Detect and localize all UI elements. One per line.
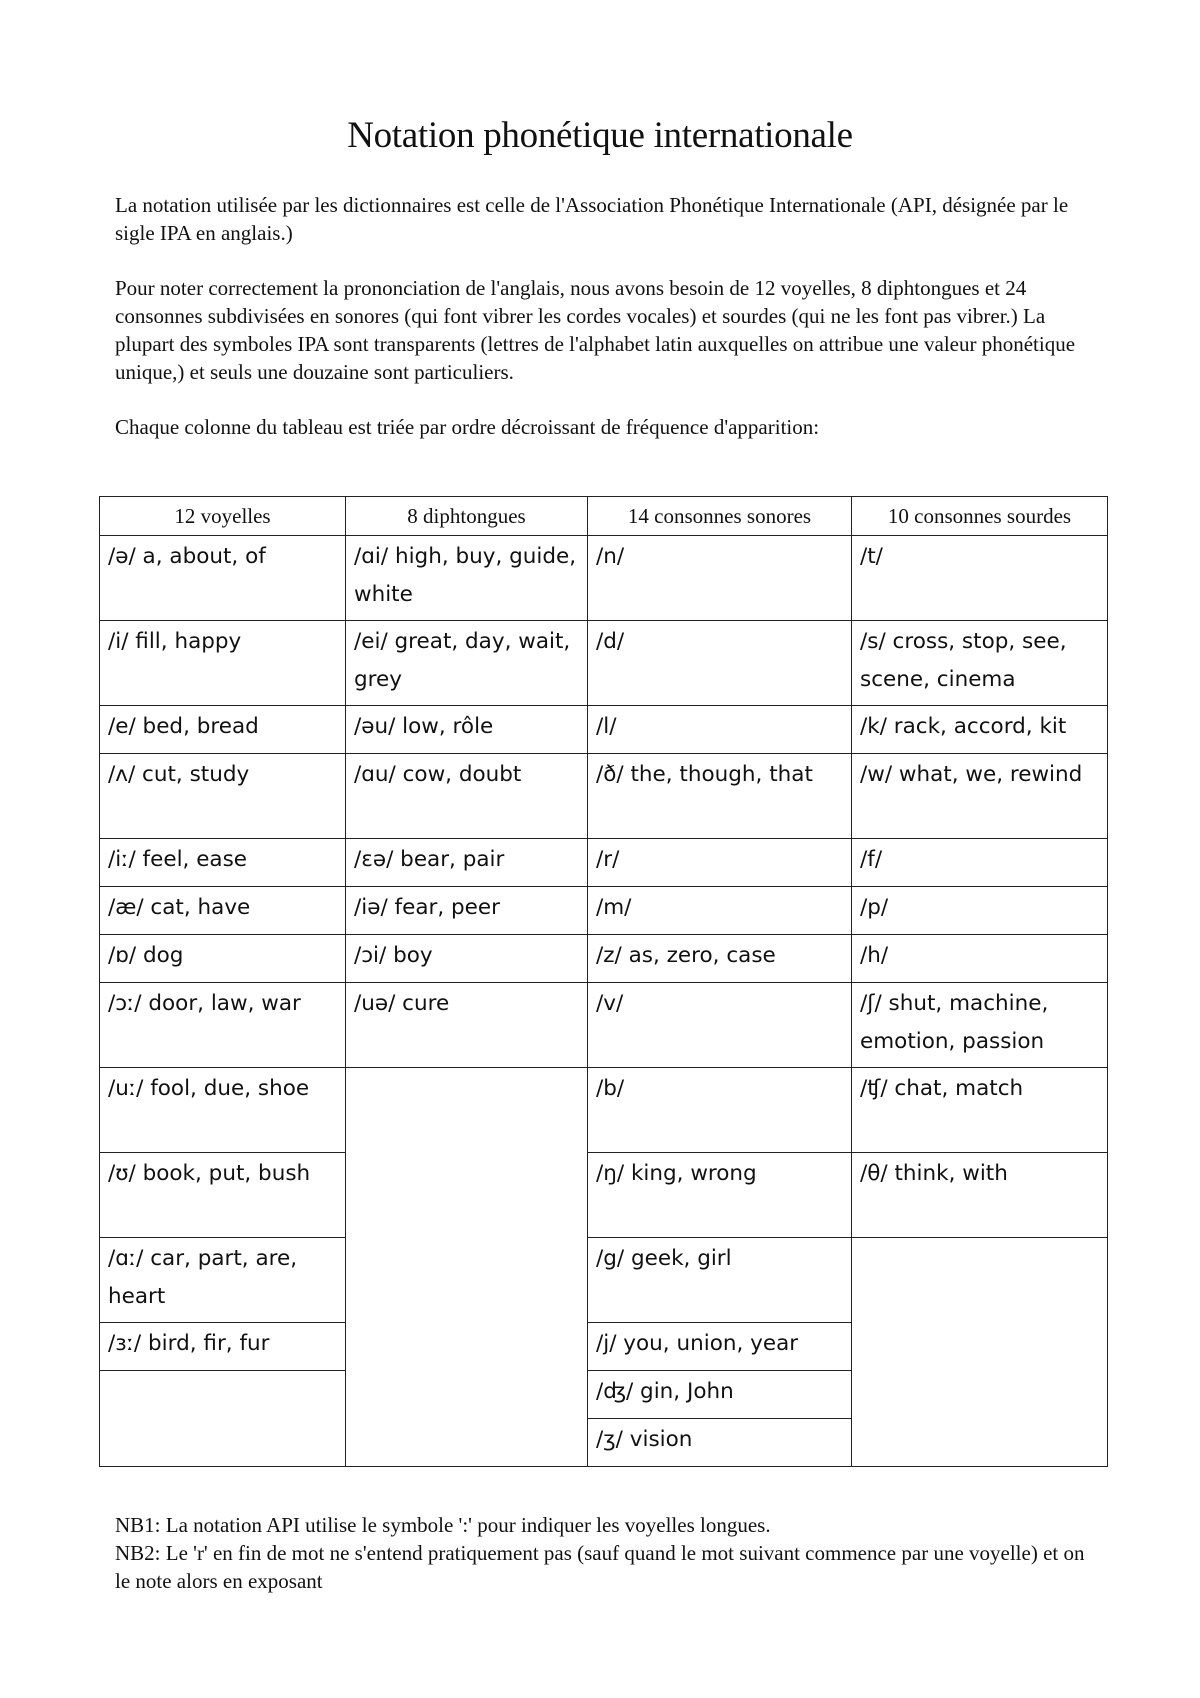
voyelle-cell: /æ/ cat, have — [100, 887, 346, 935]
ipa-table — [99, 496, 1108, 1467]
sourde-cell: /θ/ think, with — [852, 1153, 1108, 1238]
table-row — [100, 754, 1108, 839]
sourde-cell: /k/ rack, accord, kit — [852, 706, 1108, 754]
header-consonnes-sourdes: 10 consonnes sourdes — [852, 497, 1108, 536]
table-row — [100, 983, 1108, 1068]
sourde-cell: /ʃ/ shut, machine, emotion, passion — [852, 983, 1108, 1068]
sonore-cell: /m/ — [588, 887, 852, 935]
voyelle-cell: /ɒ/ dog — [100, 935, 346, 983]
sonore-cell: /n/ — [588, 536, 852, 621]
table-row — [100, 621, 1108, 706]
intro-paragraph: La notation utilisée par les dictionnaires est celle de l'Association Phonétique Internationale (API, désignée par le sigle IPA en anglais.) — [115, 193, 1069, 245]
sonore-cell: /b/ — [588, 1068, 852, 1153]
sonore-cell: /r/ — [588, 839, 852, 887]
table-row — [100, 1153, 1108, 1238]
voyelle-cell: /ʌ/ cut, study — [100, 754, 346, 839]
empty-cell — [100, 1371, 346, 1467]
table-row — [100, 1068, 1108, 1153]
voyelle-cell: /ɜː/ bird, fir, fur — [100, 1323, 346, 1371]
note-nb2: NB2: Le 'r' en fin de mot ne s'entend pratiquement pas (sauf quand le mot suivant commence par une voyelle) et on le note alors en exposant — [115, 1541, 1085, 1593]
table-row — [100, 935, 1108, 983]
note-nb1: NB1: La notation API utilise le symbole ':' pour indiquer les voyelles longues. — [115, 1513, 771, 1537]
explanation-paragraph: Pour noter correctement la prononciation de l'anglais, nous avons besoin de 12 voyelles, 8 diphtongues et 24 consonnes subdivisées en sonores (qui font vibrer les cordes vocales) et sourdes (qui ne les font pas vibrer.) La plupart des symboles IPA sont transparents (lettres de l'alphabet latin auxquelles on attribue une valeur phonétique unique,) et seuls une douzaine sont particuliers. — [115, 276, 1076, 384]
empty-cell — [852, 1238, 1108, 1467]
sonore-cell: /z/ as, zero, case — [588, 935, 852, 983]
table-row — [100, 536, 1108, 621]
voyelle-cell: /i/ fill, happy — [100, 621, 346, 706]
voyelle-cell: /e/ bed, bread — [100, 706, 346, 754]
sourde-cell: /h/ — [852, 935, 1108, 983]
table-row — [100, 887, 1108, 935]
sonore-cell: /ð/ the, though, that — [588, 754, 852, 839]
diphtongue-cell: /uə/ cure — [346, 983, 588, 1068]
voyelle-cell: /ʊ/ book, put, bush — [100, 1153, 346, 1238]
voyelle-cell: /ə/ a, about, of — [100, 536, 346, 621]
diphtongue-cell: /ɛə/ bear, pair — [346, 839, 588, 887]
sourde-cell: /p/ — [852, 887, 1108, 935]
sourde-cell: /f/ — [852, 839, 1108, 887]
diphtongue-cell: /ɑi/ high, buy, guide, white — [346, 536, 588, 621]
empty-cell — [346, 1068, 588, 1467]
sonore-cell: /v/ — [588, 983, 852, 1068]
table-header-row — [100, 497, 1108, 536]
sourde-cell: /w/ what, we, rewind — [852, 754, 1108, 839]
diphtongue-cell: /ei/ great, day, wait, grey — [346, 621, 588, 706]
sourde-cell: /ʧ/ chat, match — [852, 1068, 1108, 1153]
table-row — [100, 706, 1108, 754]
sonore-cell: /ʒ/ vision — [588, 1419, 852, 1467]
diphtongue-cell: /ɔi/ boy — [346, 935, 588, 983]
diphtongue-cell: /ɑu/ cow, doubt — [346, 754, 588, 839]
table-row — [100, 839, 1108, 887]
header-consonnes-sonores: 14 consonnes sonores — [588, 497, 852, 536]
diphtongue-cell: /iə/ fear, peer — [346, 887, 588, 935]
sonore-cell: /d/ — [588, 621, 852, 706]
table-row — [100, 1238, 1108, 1323]
header-diphtongues: 8 diphtongues — [346, 497, 588, 536]
voyelle-cell: /ɔː/ door, law, war — [100, 983, 346, 1068]
sourde-cell: /s/ cross, stop, see, scene, cinema — [852, 621, 1108, 706]
sonore-cell: /g/ geek, girl — [588, 1238, 852, 1323]
table-intro-paragraph: Chaque colonne du tableau est triée par ordre décroissant de fréquence d'apparition: — [115, 415, 820, 439]
sonore-cell: /ŋ/ king, wrong — [588, 1153, 852, 1238]
sonore-cell: /l/ — [588, 706, 852, 754]
footnotes — [115, 1511, 1095, 1595]
voyelle-cell: /ɑː/ car, part, are, heart — [100, 1238, 346, 1323]
voyelle-cell: /uː/ fool, due, shoe — [100, 1068, 346, 1153]
header-voyelles: 12 voyelles — [100, 497, 346, 536]
voyelle-cell: /iː/ feel, ease — [100, 839, 346, 887]
page-title: Notation phonétique internationale — [347, 115, 853, 156]
sonore-cell: /j/ you, union, year — [588, 1323, 852, 1371]
sourde-cell: /t/ — [852, 536, 1108, 621]
diphtongue-cell: /əu/ low, rôle — [346, 706, 588, 754]
sonore-cell: /ʤ/ gin, John — [588, 1371, 852, 1419]
